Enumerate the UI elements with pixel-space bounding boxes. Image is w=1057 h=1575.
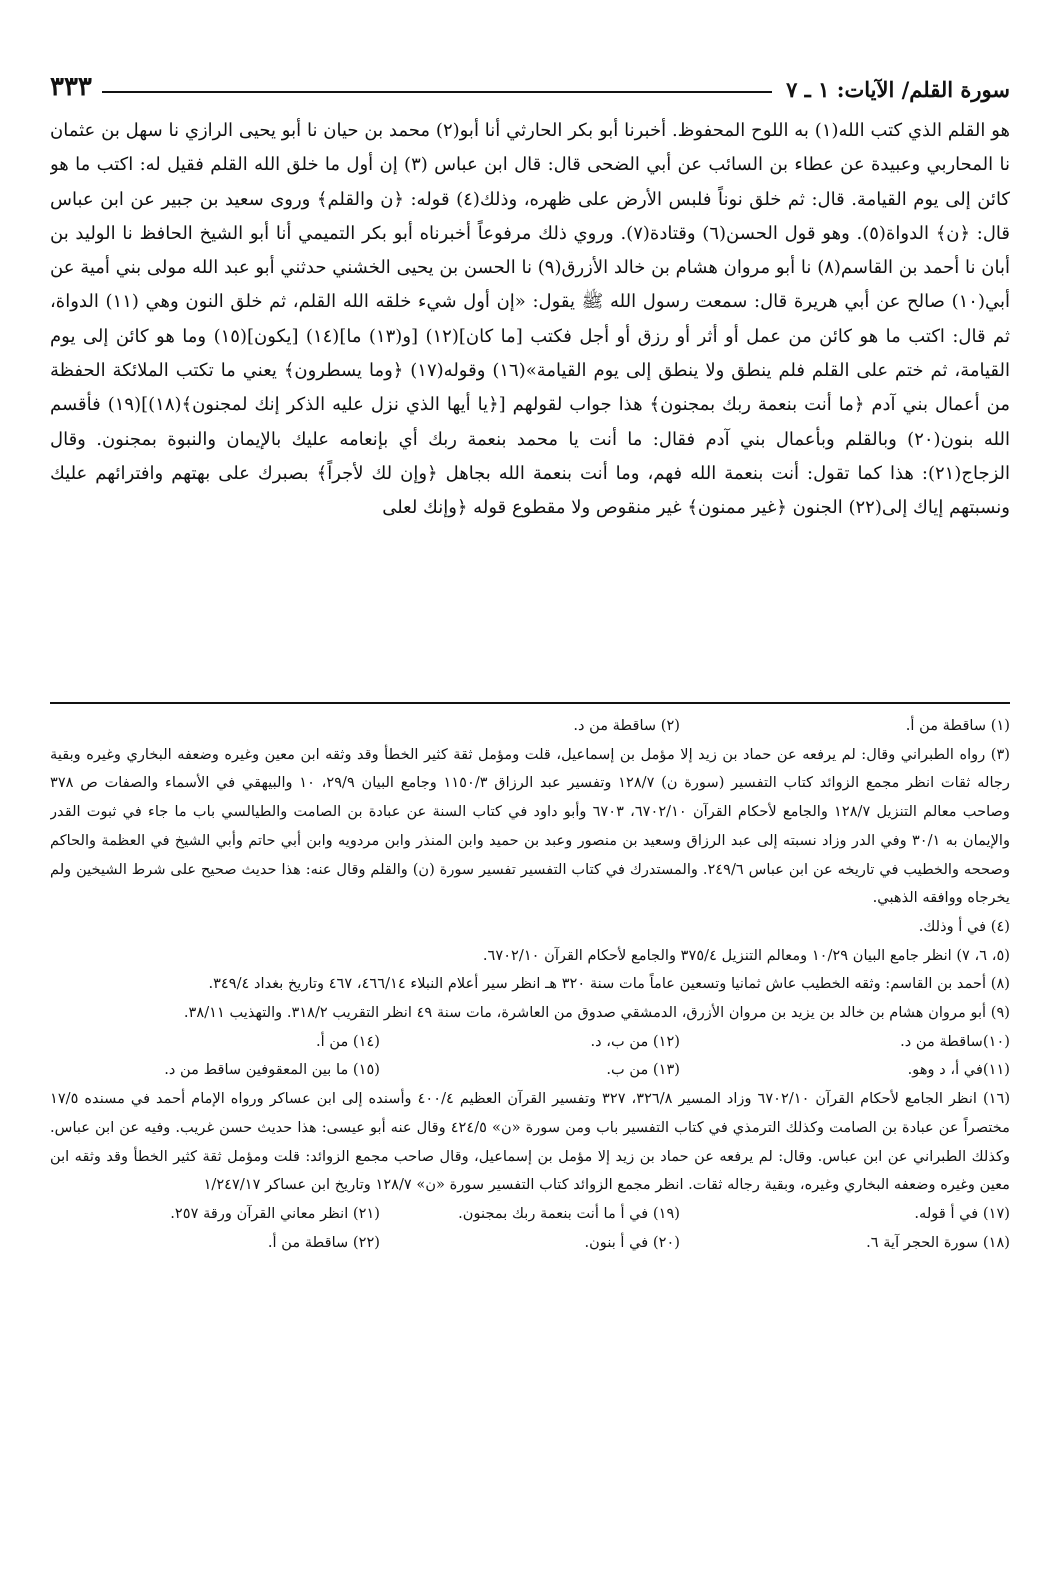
footnote-10: (١٠)ساقطة من د. bbox=[900, 1032, 1010, 1050]
footnote-14: (١٤) من أ. bbox=[316, 1032, 380, 1050]
footnote-8: (٨) أحمد بن القاسم: وثقه الخطيب عاش ثمانيا وتسعين عاماً مات سنة ٣٢٠ هـ انظر سير أعلام النبلاء ٤٦٦/١٤، ٤٦٧ وتاريخ بغداد ٣٤٩/٤. bbox=[208, 975, 1010, 993]
header-rule bbox=[102, 91, 772, 93]
footnote-21: (٢١) انظر معاني القرآن ورقة ٢٥٧. bbox=[170, 1204, 380, 1222]
footnote-16: (١٦) انظر الجامع لأحكام القرآن ٦٧٠٢/١٠ وزاد المسير ٣٢٦/٨، ٣٢٧ وتفسير القرآن العظيم ٤٠٠/٤ وأسنده إلى ابن عساكر ورواه الإمام أحمد في مسنده ١٧/٥ مختصراً عن عبادة بن الصامت وكذلك الترمذي في كتاب التفسير باب ومن سورة «ن» ٤٢٤/٥ وقال عنه أبو عيسى: هذا حديث حسن غريب. وفيه عن ابن عباس. وكذلك الطبراني عن ابن عباس. وقال: لم يرفعه عن حماد بن زيد إلا مؤمل بن إسماعيل، وقال صاحب مجمع الزوائد: قلت ومؤمل ثقة كثير الخطأ وقد وثقه ابن معين وغيره وضعفه البخاري وغيره، وبقية رجاله ثقات. انظر مجمع الزوائد كتاب التفسير سورة «ن» ١٢٨/٧ وتاريخ ابن عساكر ١/٢٤٧/١٧ bbox=[50, 1090, 1010, 1194]
footnote-15: (١٥) ما بين المعقوفين ساقط من د. bbox=[164, 1061, 380, 1079]
footnote-row bbox=[50, 1028, 1010, 1057]
footnote-12: (١٢) من ب، د. bbox=[590, 1032, 680, 1050]
footnotes bbox=[50, 712, 1010, 1527]
surah-title: سورة القلم/ الآيات: ١ ـ ٧ bbox=[786, 77, 1010, 102]
footnote-row bbox=[50, 1056, 1010, 1085]
footnote-separator bbox=[50, 702, 1010, 704]
footnote-22: (٢٢) ساقطة من أ. bbox=[267, 1233, 380, 1251]
page-number: ٣٣٣ bbox=[50, 72, 92, 102]
footnote-11: (١١)في أ، د وهو. bbox=[907, 1061, 1010, 1079]
footnote-17: (١٧) في أ قوله. bbox=[914, 1204, 1010, 1222]
book-page bbox=[50, 58, 1010, 1527]
footnote-1: (١) ساقطة من أ. bbox=[905, 717, 1010, 734]
footnote-4: (٤) في أ وذلك. bbox=[918, 917, 1010, 935]
footnote-row bbox=[50, 712, 1010, 741]
footnote-19: (١٩) في أ ما أنت بنعمة ربك بمجنون. bbox=[458, 1204, 680, 1222]
footnote-2: (٢) ساقطة من د. bbox=[573, 717, 680, 734]
main-paragraph: هو القلم الذي كتب الله(١) به اللوح المحفوظ. أخبرنا أبو بكر الحارثي أنا أبو(٢) محمد بن حيان نا أبو يحيى الرازي نا سهل بن عثمان نا المحاربي وعبيدة عن عطاء بن السائب عن أبي الضحى قال: قال ابن عباس (٣) إن أول ما خلق الله القلم فقيل له: اكتب ما هو كائن إلى يوم القيامة. قال: ثم خلق نوناً فلبس الأرض على ظهره، وذلك(٤) قوله: ﴿ن والقلم﴾ وروى سعيد بن جبير عن ابن عباس قال: ﴿ن﴾ الدواة(٥). وهو قول الحسن(٦) وقتادة(٧). وروي ذلك مرفوعاً أخبرناه أبو بكر التميمي أنا أبو الشيخ الحافظ نا الوليد بن أبان نا أحمد بن القاسم(٨) نا أبو مروان هشام بن خالد الأزرق(٩) نا الحسن بن يحيى الخشني حدثني أبو عبد الله مولى بني أمية عن أبي(١٠) صالح عن أبي هريرة قال: سمعت رسول الله ﷺ يقول: «إن أول شيء خلقه الله القلم، ثم خلق النون وهي (١١) الدواة، ثم قال: اكتب ما هو كائن من عمل أو أثر أو رزق أو أجل فكتب [ما كان](١٢) [و(١٣) ما](١٤) [يكون](١٥) وما هو كائن إلى يوم القيامة، ثم ختم على القلم فلم ينطق ولا ينطق إلى يوم القيامة»(١٦) وقوله(١٧) ﴿وما يسطرون﴾ يعني ما تكتب الملائكة الحفظة من أعمال بني آدم ﴿ما أنت بنعمة ربك بمجنون﴾ هذا جواب لقولهم [﴿يا أيها الذي نزل عليه الذكر إنك لمجنون﴾(١٨)](١٩) فأقسم الله بنون(٢٠) وبالقلم وبأعمال بني آدم فقال: ما أنت يا محمد بنعمة ربك أي بإنعامه عليك بالإيمان والنبوة بمجنون. وقال الزجاج(٢١): هذا كما تقول: أنت بنعمة الله فهم، وما أنت بنعمة الله بجاهل ﴿وإن لك لأجراً﴾ بصبرك على بهتهم وافترائهم عليك ونسبتهم إياك إلى(٢٢) الجنون ﴿غير ممنون﴾ غير منقوص ولا مقطوع قوله ﴿وإنك لعلى bbox=[50, 120, 1010, 519]
footnote-5-7: (٥، ٦، ٧) انظر جامع البيان ١٠/٢٩ ومعالم التنزيل ٣٧٥/٤ والجامع لأحكام القرآن ٦٧٠٢/١٠. bbox=[482, 946, 1010, 964]
footnote-20: (٢٠) في أ بنون. bbox=[584, 1233, 680, 1251]
footnote-13: (١٣) من ب. bbox=[606, 1061, 680, 1079]
footnote-row bbox=[50, 1200, 1010, 1229]
footnote-18: (١٨) سورة الحجر آية ٦. bbox=[866, 1233, 1010, 1251]
main-text bbox=[50, 114, 1010, 698]
footnote-3: (٣) رواه الطبراني وقال: لم يرفعه عن حماد بن زيد إلا مؤمل بن إسماعيل، قلت ومؤمل ثقة كثير الخطأ وقد وثقه ابن معين وغيره وضعفه البخاري وغيره وبقية رجاله ثقات انظر مجمع الزوائد كتاب التفسير (سورة ن) ١٢٨/٧ وتفسير عبد الرزاق ١١٥٠/٣ وجامع البيان ٢٩/٩، ١٠ والبيهقي في الأسماء والصفات ص ٣٧٨ وصاحب معالم التنزيل ١٢٨/٧ والجامع لأحكام القرآن ٦٧٠٢/١٠، ٦٧٠٣ وأبو داود في كتاب السنة عن عبادة بن الصامت والطيالسي باب ما جاء في ثبوت القدر والإيمان به ٣٠/١ وفي الدر وزاد نسبته إلى عبد الرزاق وسعيد بن منصور وعبد بن حميد وابن المنذر وابن مردويه وابن أبي حاتم وأبي الشيخ في العظمة والحاكم وصححه والخطيب في تاريخه عن ابن عباس ٢٤٩/٦. والمستدرك في كتاب التفسير تفسير سورة (ن) والقلم وقال عنه: هذا حديث صحيح على شرط الشيخين ولم يخرجاه ووافقه الذهبي. bbox=[50, 745, 1010, 907]
footnote-row bbox=[50, 1229, 1010, 1258]
running-header bbox=[50, 58, 1010, 102]
footnote-9: (٩) أبو مروان هشام بن خالد بن يزيد بن مروان الأزرق، الدمشقي صدوق من العاشرة، مات سنة ٤٩ انظر التقريب ٣١٨/٢. والتهذيب ٣٨/١١. bbox=[183, 1004, 1010, 1022]
